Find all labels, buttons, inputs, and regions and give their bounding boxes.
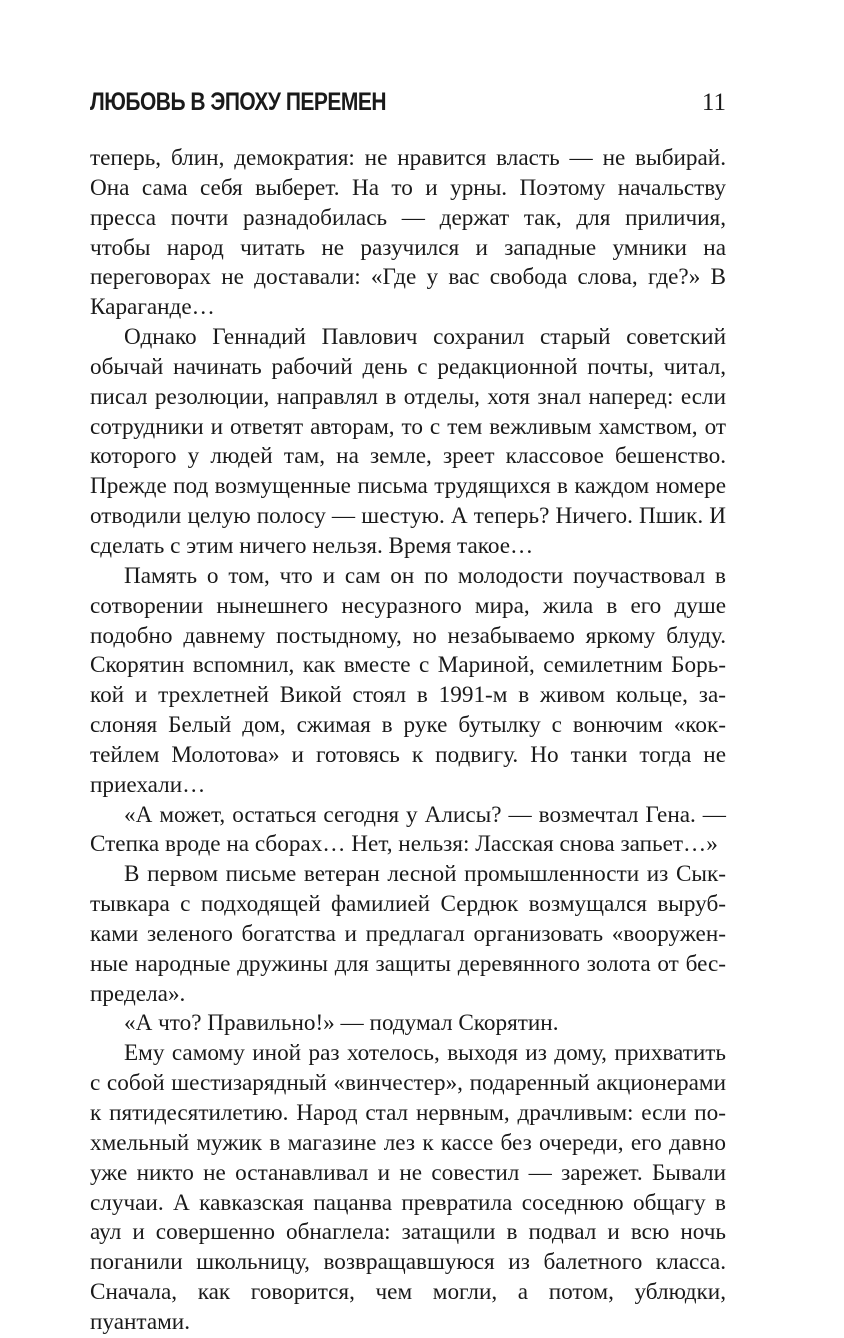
running-title: ЛЮБОВЬ В ЭПОХУ ПЕРЕМЕН — [90, 88, 387, 116]
paragraph: Однако Геннадий Павлович сохранил старый советский обычай начинать рабочий день с редакционной почты, читал, писал резолюции, направлял в отделы, хотя знал наперед: если сотрудники и ответят авторам, то с тем вежливым хамством, от которого у людей там, на земле, зреет классовое бешенство. Прежде под возмущенные письма трудящихся в каждом номере отводили целую полосу — шестую. А теперь? Ничего. Пшик. И сделать с этим ничего нельзя. Время такое… — [90, 324, 726, 559]
paragraph: В первом письме ветеран лесной промышленности из Сыктывкара с подходящей фамилией Сердюк возмущался вырубками зеленого богатства и предлагал организовать «вооруженные народные дружины для защиты деревянного золота от беспредела». — [90, 861, 726, 1007]
body-text — [90, 144, 726, 1338]
paragraph: Ему самому иной раз хотелось, выходя из дому, прихватить с собой шестизарядный «винчестер», подаренный акционерами к пятидесятилетию. Народ стал нервным, драчливым: если похмельный мужик в магазине лез к кассе без очереди, его давно уже никто не останавливал и не совестил — зарежет. Бывали случаи. А кавказская пацанва превратила соседнюю общагу в аул и совершенно обнаглела: затащили в подвал и всю ночь поганили школьницу, возвращавшуюся из балетного класса. Сначала, как говорится, чем могли, а потом, ублюдки, пуантами. — [90, 1040, 726, 1335]
page-number: 11 — [701, 89, 726, 116]
paragraph-dialogue: «А может, остаться сегодня у Алисы? — возмечтал Гена. — Степка вроде на сборах… Нет, нельзя: Ласская снова запьет…» — [90, 801, 726, 858]
paragraph-dialogue: «А что? Правильно!» — подумал Скорятин. — [124, 1010, 559, 1037]
book-page — [90, 88, 726, 1338]
paragraph: Память о том, что и сам он по молодости поучаствовал в сотворении нынешнего несуразного мира, жила в его душе подобно давнему постыдному, но незабываемо яркому блуду. Скорятин вспомнил, как вместе с Мариной, семилетним Борькой и трехлетней Викой стоял в 1991-м в живом кольце, заслоняя Белый дом, сжимая в руке бутылку с вонючим «коктейлем Молотова» и готовясь к подвигу. Но танки тогда не приехали… — [90, 562, 726, 798]
running-head — [90, 88, 726, 128]
paragraph-continued: теперь, блин, демократия: не нравится власть — не выбирай. Она сама себя выберет. На то и урны. Поэтому начальству пресса почти разнадобилась — держат так, для приличия, чтобы народ читать не разучился и западные умники на переговорах не доставали: «Где у вас свобода слова, где?» В Караганде… — [90, 145, 726, 321]
